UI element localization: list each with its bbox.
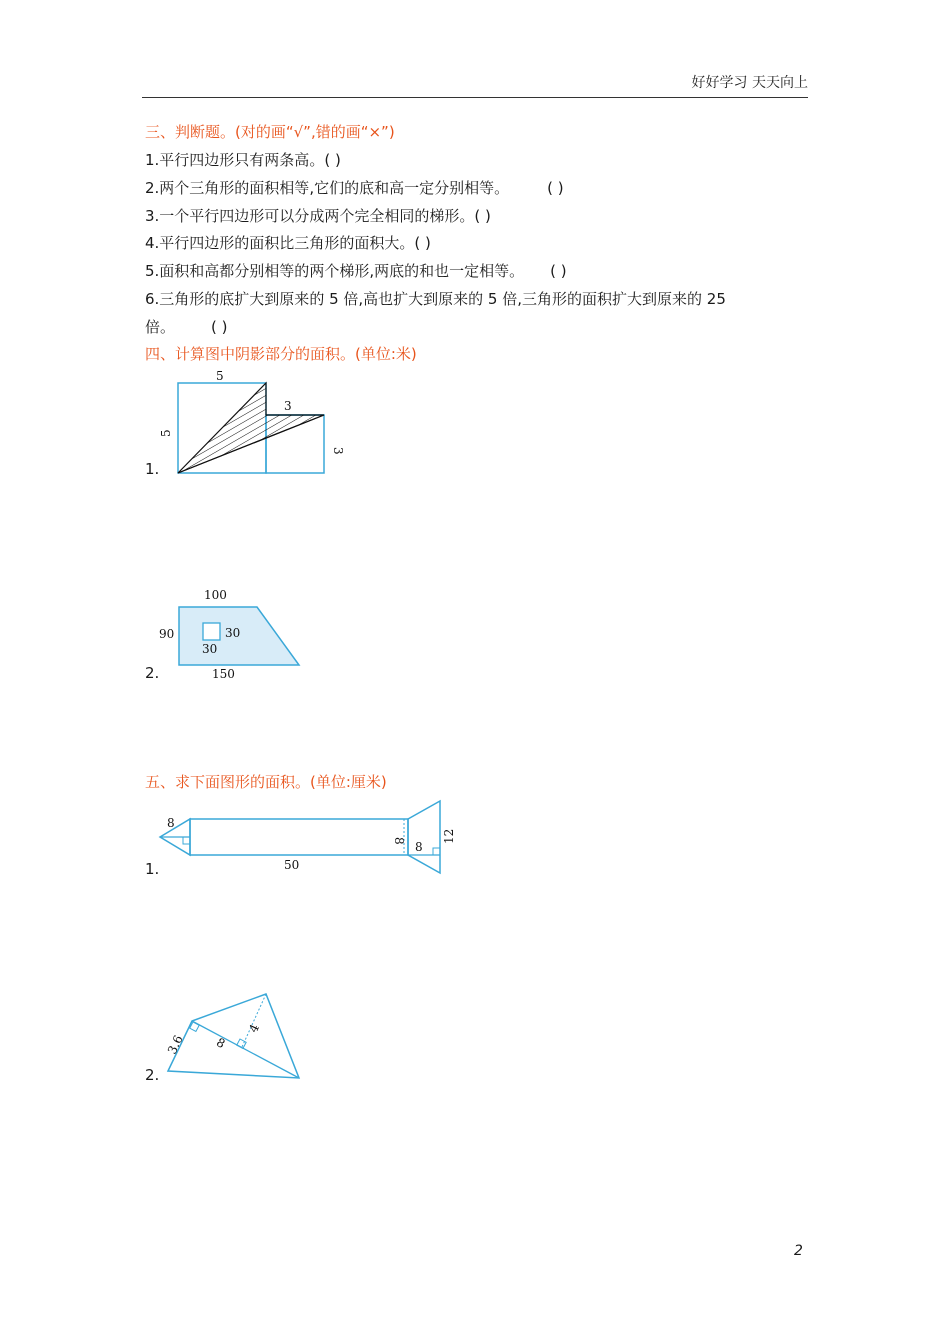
fig5-1-label: 1. xyxy=(145,860,160,878)
page-number: 2 xyxy=(794,1243,803,1259)
section4-title: 四、计算图中阴影部分的面积。(单位:米) xyxy=(145,345,417,363)
label-mid-3: 3 xyxy=(284,399,292,413)
label-right-3: 3 xyxy=(331,447,345,455)
fig5-2-label: 2. xyxy=(145,1066,160,1084)
label-mid-8: 8 xyxy=(392,837,406,845)
quadrilateral-figure xyxy=(150,985,320,1090)
question-3 xyxy=(145,205,491,226)
label-square-30-right: 30 xyxy=(225,626,241,640)
question-text: 5.面积和高都分别相等的两个梯形,两底的和也一定相等。 xyxy=(145,262,525,280)
rocket-figure xyxy=(150,795,470,880)
question-text: 倍。 xyxy=(145,318,176,336)
label-diagonal-8: 8 xyxy=(214,1035,228,1052)
section3-title: 三、判断题。(对的画“√”,错的画“×”) xyxy=(145,123,395,141)
label-left-90: 90 xyxy=(159,627,175,641)
label-left-8: 8 xyxy=(167,816,175,830)
question-text: 2.两个三角形的面积相等,它们的底和高一定分别相等。 xyxy=(145,179,510,197)
label-base-8: 8 xyxy=(415,840,423,854)
answer-paren[interactable]: ( ) xyxy=(211,318,228,336)
answer-paren[interactable]: ( ) xyxy=(414,234,431,252)
trapezoid-figure xyxy=(150,585,310,685)
question-2 xyxy=(145,177,564,198)
answer-paren[interactable]: ( ) xyxy=(550,262,567,280)
label-height-4: 4 xyxy=(246,1021,263,1035)
answer-paren[interactable]: ( ) xyxy=(547,179,564,197)
answer-paren[interactable]: ( ) xyxy=(474,207,491,225)
question-6 xyxy=(145,288,726,309)
question-5 xyxy=(145,260,567,281)
question-4 xyxy=(145,232,431,253)
shaded-figure-1 xyxy=(150,365,350,480)
question-text: 4.平行四边形的面积比三角形的面积大。 xyxy=(145,234,415,252)
answer-paren[interactable]: ( ) xyxy=(324,151,341,169)
label-top-5: 5 xyxy=(216,369,224,383)
label-bottom-150: 150 xyxy=(212,667,235,681)
label-bottom-50: 50 xyxy=(284,858,300,872)
header-text: 好好学习 天天向上 xyxy=(691,75,808,91)
section5-title: 五、求下面图形的面积。(单位:厘米) xyxy=(145,773,387,791)
question-text: 1.平行四边形只有两条高。 xyxy=(145,151,325,169)
question-text: 6.三角形的底扩大到原来的 5 倍,高也扩大到原来的 5 倍,三角形的面积扩大到原来的 25 xyxy=(145,290,726,308)
label-left-5: 5 xyxy=(159,429,173,437)
label-side-3-6: 3.6 xyxy=(164,1033,186,1057)
question-1 xyxy=(145,149,341,170)
question-6-cont xyxy=(145,316,228,337)
question-text: 3.一个平行四边形可以分成两个完全相同的梯形。 xyxy=(145,207,475,225)
fig4-1-label: 1. xyxy=(145,460,160,478)
header-rule xyxy=(142,97,808,98)
label-top-100: 100 xyxy=(204,588,227,602)
label-square-30-bottom: 30 xyxy=(202,642,218,656)
fig4-2-label: 2. xyxy=(145,664,160,682)
label-right-12: 12 xyxy=(442,828,456,844)
